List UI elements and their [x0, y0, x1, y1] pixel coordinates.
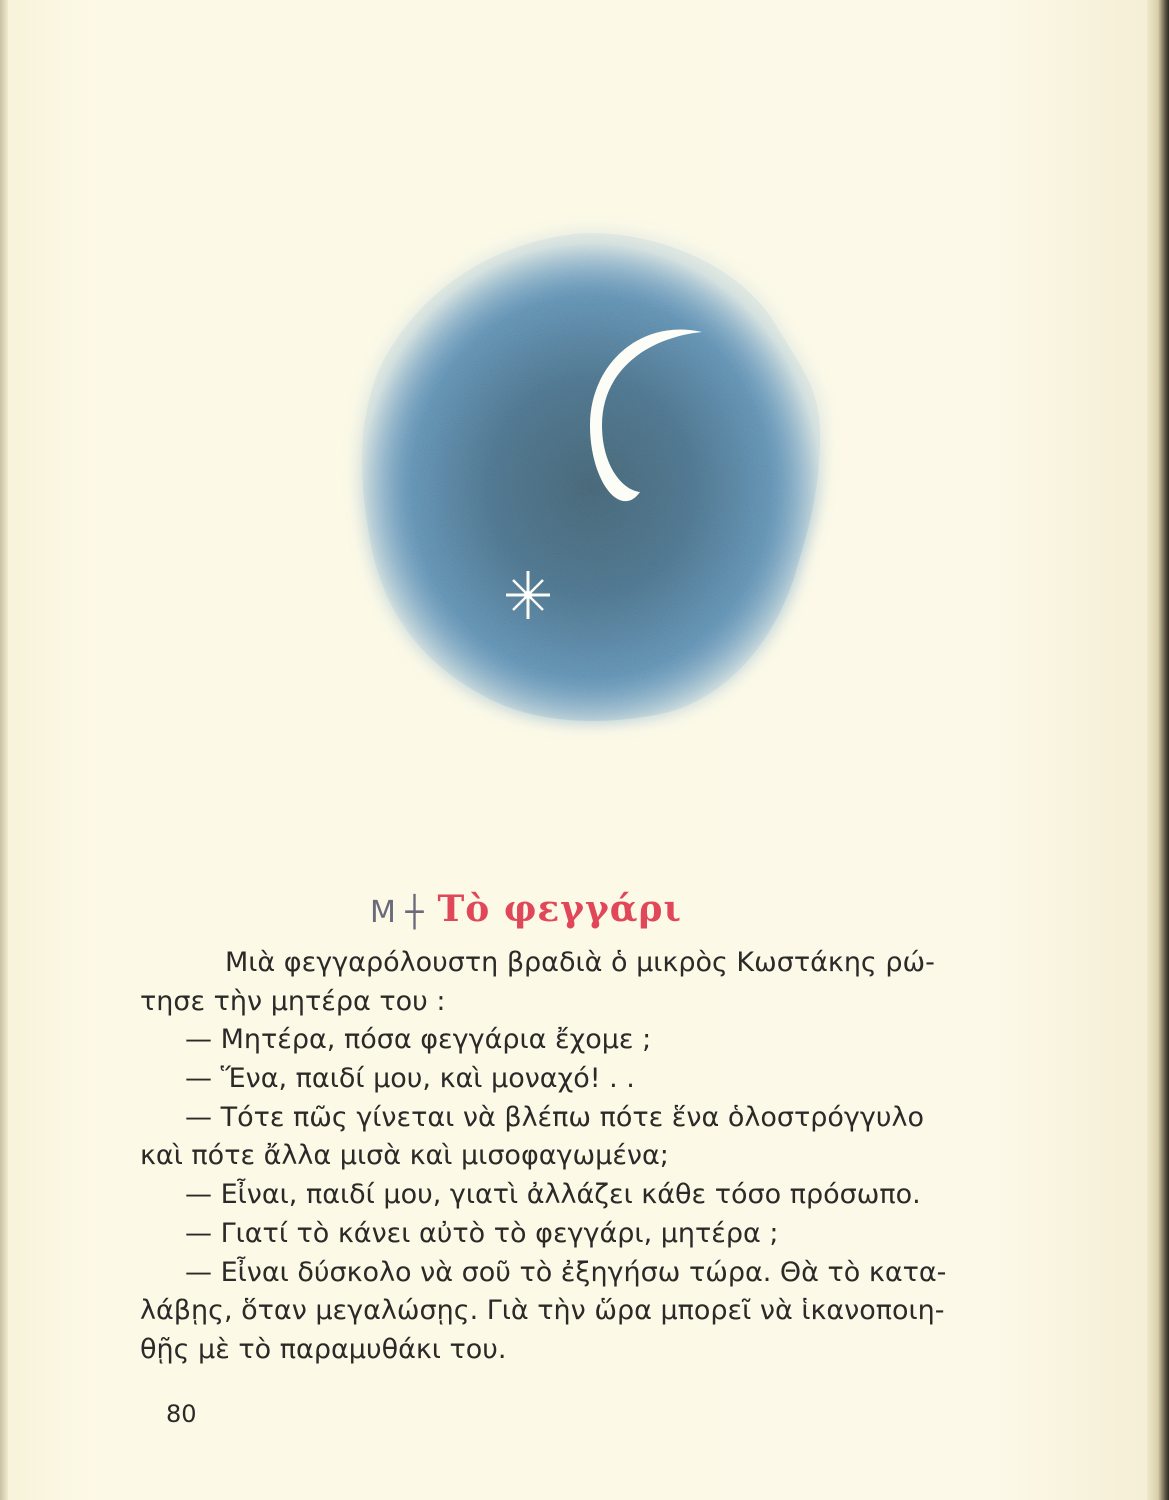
- story-title: Τὸ φεγγάρι: [437, 888, 682, 930]
- story-text: [140, 944, 1060, 1370]
- page-number: 80: [166, 1400, 197, 1428]
- text-line: — Τότε πῶς γίνεται νὰ βλέπω πότε ἕνα ὁλοστρόγγυλο: [185, 1101, 924, 1133]
- text-line: Μιὰ φεγγαρόλουστη βραδιὰ ὁ μικρὸς Κωστάκης ρώ-: [225, 947, 935, 978]
- page-right-edge: [1147, 0, 1169, 1500]
- story-heading: [370, 870, 870, 930]
- text-line: — Εἶναι, παιδί μου, γιατὶ ἀλλάζει κάθε τόσο πρόσωπο.: [185, 1179, 921, 1211]
- text-line: καὶ πότε ἄλλα μισὰ καὶ μισοφαγωμένα;: [140, 1140, 669, 1172]
- text-line: — Εἶναι δύσκολο νὰ σοῦ τὸ ἐξηγήσω τώρα. Θὰ τὸ κατα-: [185, 1256, 947, 1288]
- handwritten-mark: Μ ┼: [370, 895, 424, 930]
- text-line: τησε τὴν μητέρα του :: [140, 985, 446, 1017]
- text-line: θῇς μὲ τὸ παραμυθάκι του.: [140, 1333, 507, 1365]
- sky-blob: [354, 227, 828, 727]
- night-sky-illustration: [300, 200, 860, 760]
- text-line: — Ἕνα, παιδί μου, καὶ μοναχό! . .: [185, 1063, 635, 1095]
- text-line: λάβῃς, ὅταν μεγαλώσῃς. Γιὰ τὴν ὥρα μπορεῖ νὰ ἱκανοποιη-: [140, 1295, 945, 1327]
- page-left-edge: [0, 0, 8, 1500]
- text-line: — Μητέρα, πόσα φεγγάρια ἔχομε ;: [185, 1024, 652, 1056]
- text-line: — Γιατί τὸ κάνει αὐτὸ τὸ φεγγάρι, μητέρα ;: [185, 1217, 779, 1249]
